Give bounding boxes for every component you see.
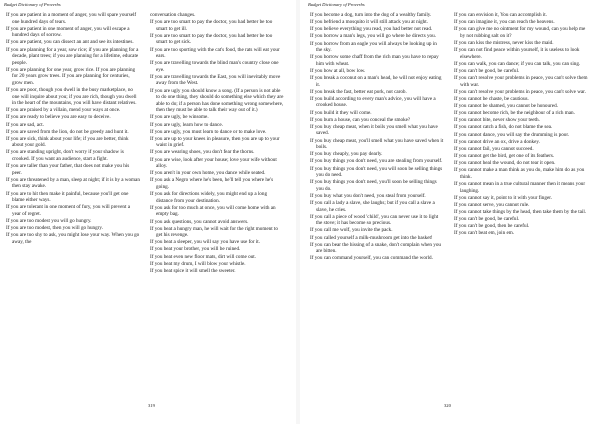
proverb-entry: If you befriend a mosquito it will still attack you at night.	[310, 19, 428, 26]
proverb-entry: If you buy what you don't need, you steal from yourself.	[310, 192, 426, 199]
proverb-entry: If you bow at all, bow low.	[310, 67, 366, 74]
proverb-entry: conversation changes.	[150, 12, 196, 18]
proverb-entry: If you beat my drum, I will blow your whistle.	[150, 260, 246, 267]
proverb-entry: If you can envision it, You can accomplish it.	[454, 12, 547, 18]
proverb-entry: If you are ready to believe you are easy to deceive.	[6, 114, 111, 121]
proverb-entry: If you are planning for one year, grow rice. If you are planning for 20 years grow trees. If you are planning for centuries, grow men.	[6, 66, 136, 86]
proverb-entry: If you are patient in one moment of anger, you will escape a hundred days of sorrow.	[6, 25, 130, 39]
proverb-entry: If you cannot heal the wound, do not tear it open.	[454, 160, 556, 167]
proverb-entry: If you are planning for a year, sow rice; if you are planning for a decade, plant trees; if you are planning for a lifetime, educate people.	[6, 46, 139, 66]
proverb-entry: If you are ugly you should know a song. (If a person is not able to do one thing, they should do something else which they are able to do; if a person has done something wrong somewhere, then they must be able to talk their way out of it.)	[150, 87, 284, 114]
proverb-entry: If you borrow a man's legs, you will go where he directs you.	[310, 33, 436, 40]
proverb-entry: If you can't resolve your problems in peace, you can't solve them with war.	[454, 75, 588, 88]
left-page-column-2	[150, 12, 284, 275]
proverb-entry: If you can't be good, be careful.	[454, 67, 520, 74]
proverb-entry: If you cannot mean in a true cultural manner then it means your laughing.	[454, 181, 586, 194]
proverb-entry: If you are patient, you can dissect an ant and see its intestines.	[6, 39, 134, 46]
proverb-entry: If you are up to your knees in pleasure, then you are up to your waist in grief.	[150, 135, 280, 149]
proverb-entry: If you can kiss the mistress, never kiss the maid.	[454, 39, 554, 46]
proverb-entry: If you are taller than your father, that does not make you his peer.	[6, 163, 130, 176]
proverb-entry: If you can imagine it, you can reach the heavens.	[454, 19, 555, 26]
proverb-entry: If you cannot dance, you will say the drumming is poor.	[454, 131, 570, 138]
proverb-entry: If you beat a hungry man, he will wait for the right moment to get his revenge.	[150, 225, 278, 239]
proverb-entry: If you cannot become rich, be the neighbour of a rich man.	[454, 110, 575, 117]
proverb-entry: If you are praised by a villain, mend your ways at once.	[6, 107, 121, 114]
proverb-entry: If you beat spice it will smell the sweeter.	[150, 267, 236, 274]
proverb-entry: If you buy things you don't need, you are stealing from yourself.	[310, 158, 443, 165]
proverb-entry: If you build it they will come.	[310, 109, 372, 116]
proverb-entry: If you become a dog, turn into the dog of a wealthy family.	[310, 12, 432, 18]
proverb-entry: If you cannot catch a fish, do not blame the sea.	[454, 124, 553, 131]
proverb-entry: If you build according to every man's advice, you will have a crooked house.	[310, 95, 436, 109]
proverb-entry: If you are travelling towards the East, you will inevitably move away from the West.	[150, 73, 281, 87]
proverb-entry: If you are travelling towards the blind man's country close one eye.	[150, 60, 279, 73]
proverb-entry: If you buy things you don't need, you'll soon be selling things you do.	[310, 179, 437, 192]
proverb-entry: If you are too shy to ask, you might lose your way. When you go away, the	[6, 232, 140, 245]
proverb-entry: If you are wearing shoes, you don't fear the thorns.	[150, 149, 255, 156]
proverb-entry: If you are sad, act.	[6, 121, 44, 128]
proverb-entry: If you buy cheap meat, you'll smell what you have saved when it boils.	[310, 137, 444, 151]
proverb-entry: If you ask questions, you cannot avoid answers.	[150, 218, 249, 225]
proverb-entry: If you ask for directions widely, you might end up a long distance from your destination.	[150, 191, 268, 204]
page-number: 319	[148, 403, 155, 408]
proverb-entry: If you are too sporting with the cat's food, the rats will eat your ears.	[150, 46, 280, 60]
proverb-entry: If you are threatened by a man, sleep at night; if it is by a woman then stay awake.	[6, 176, 140, 190]
right-page	[304, 0, 596, 424]
proverb-entry: If you called yourself a milk-mushroom get into the basket!	[310, 234, 433, 241]
page-number: 320	[444, 403, 451, 408]
proverb-entry: If you are standing upright, don't worry if your shadow is crooked. If you want an audience, start a fight.	[6, 149, 124, 163]
proverb-entry: If you are to hit then make it painful, because you'll get one blame either ways.	[6, 190, 129, 204]
proverb-entry: If you can't resolve your problems in peace, you can't solve war.	[454, 88, 586, 95]
proverb-entry: If you are tolerant in one moment of fury, you will prevent a year of regret.	[6, 204, 131, 217]
proverb-entry: If you cannot be chaste, be cautious.	[454, 95, 529, 102]
proverb-entry: If you are ugly, you must learn to dance or to make love.	[150, 128, 267, 135]
proverb-entry: If you cannot take things by the head, then take them by the tail.	[454, 208, 587, 215]
proverb-entry: If you buy things you don't need, you will soon be selling things you do need.	[310, 165, 443, 179]
proverb-entry: If you break a coconut on a man's head, he will not enjoy eating it.	[310, 75, 442, 88]
proverb-entry: If you call me wolf, you invite the pack.	[310, 227, 393, 234]
right-page-column-2	[454, 12, 588, 238]
book-gutter	[296, 0, 300, 424]
proverb-entry: If you are sick, think about your life; if you are better, think about your gold.	[6, 135, 129, 149]
proverb-entry: If you borrow from an eagle you will always be looking up in the sky.	[310, 40, 437, 54]
right-page-column-1	[310, 12, 444, 263]
running-header: Budget Dictionary of Proverbs	[4, 2, 61, 7]
proverb-entry: If you are too modest you will go hungry.	[6, 217, 92, 224]
proverb-entry: If you cannot make a man think as you do, make him do as you think.	[454, 167, 585, 180]
proverb-entry: If you cannot say it, point to it with your finger.	[454, 194, 552, 201]
proverb-entry: If you are too modest, then you will go hungry.	[6, 225, 103, 232]
proverb-entry: If you cannot serve, you cannot rule.	[454, 201, 530, 208]
proverb-entry: If you beat a sleeper, you will say you have use for it.	[150, 239, 260, 246]
proverb-entry: If you cannot be shamed, you cannot be honoured.	[454, 103, 558, 110]
left-page	[0, 0, 292, 424]
proverb-entry: If you aren't in your own home, you dance while seated.	[150, 170, 266, 177]
proverb-entry: If you believe everything you read, you had better not read.	[310, 26, 433, 33]
proverb-entry: If you can give me no ointment for my wound, can you help me by not rubbing salt on it?	[454, 26, 586, 39]
proverb-entry: If you can command yourself, you can command the world.	[310, 255, 433, 262]
proverb-entry: If you can bear the hissing of a snake, don't complain when you are bitten.	[310, 241, 441, 255]
proverb-entry: If you beat your brother, you will be ruined.	[150, 246, 241, 253]
proverb-entry: If you are wise, look after your house; love your wife without alloy.	[150, 156, 277, 170]
proverb-entry: If you are saved from the lion, do not be greedy and hunt it.	[6, 128, 129, 135]
proverb-entry: If you beat even new floor mats, dirt will come out.	[150, 253, 256, 260]
proverb-entry: If you burn a house, can you conceal the smoke?	[310, 116, 411, 123]
proverb-entry: If you call a piece of wood 'child', you can never use it to light the stove; it has become so precious.	[310, 213, 439, 227]
proverb-entry: If you can't be good, then be careful.	[454, 223, 530, 230]
proverb-entry: If you cannot get the bird, get one of its feathers.	[454, 153, 555, 160]
proverb-entry: If you can't beat em, join em.	[454, 230, 515, 237]
proverb-entry: If you are ugly, learn how to dance.	[150, 121, 223, 128]
proverb-entry: If you ask for too much at once, you will come home with an empty bag.	[150, 204, 276, 218]
proverb-entry: If you borrow some chaff from the rich man you have to repay him with wheat.	[310, 54, 439, 67]
proverb-entry: If you are poor, though you dwell in the busy marketplace, no one will inquire about you; if you are rich, though you dwell in the heart of the mountains, you will have distant relatives.	[6, 86, 137, 107]
proverb-entry: If you cannot drive an ox, drive a donkey.	[454, 138, 540, 145]
proverb-entry: If you buy cheaply, you pay dearly.	[310, 151, 383, 158]
proverb-entry: If you buy cheap meat, when it boils you smell what you have saved.	[310, 123, 438, 137]
proverb-entry: If you are too smart to pay the doctor, you had better be too smart to get sick.	[150, 32, 273, 46]
proverb-entry: If you are too smart to pay the doctor, you had better be too smart to get ill.	[150, 19, 273, 32]
proverb-entry: If you can walk, you can dance; if you can talk, you can sing.	[454, 60, 581, 67]
proverb-entry: If you can't be good, be careful.	[454, 216, 520, 223]
proverb-entry: If you cannot fail, you cannot succeed.	[454, 145, 534, 152]
proverb-entry: If you break the fast, better eat pork, not carob.	[310, 88, 407, 95]
proverb-entry: If you call a lady a slave, she laughs; but if you call a slave a slave, he cries.	[310, 200, 435, 213]
proverb-entry: If you can not find peace within yourself, it is useless to look elsewhere.	[454, 47, 580, 60]
proverb-entry: If you cannot bite, never show your teeth.	[454, 117, 540, 124]
proverb-entry: If you are patient in a moment of anger, you will spare yourself one hundred days of tears.	[6, 12, 137, 25]
running-header: Budget Dictionary of Proverbs	[308, 2, 365, 7]
proverb-entry: If you are ugly, be winsome.	[150, 114, 209, 121]
proverb-entry: If you ask a Negro where he's been, he'll tell you where he's going.	[150, 177, 274, 190]
left-page-column-1	[6, 12, 140, 246]
